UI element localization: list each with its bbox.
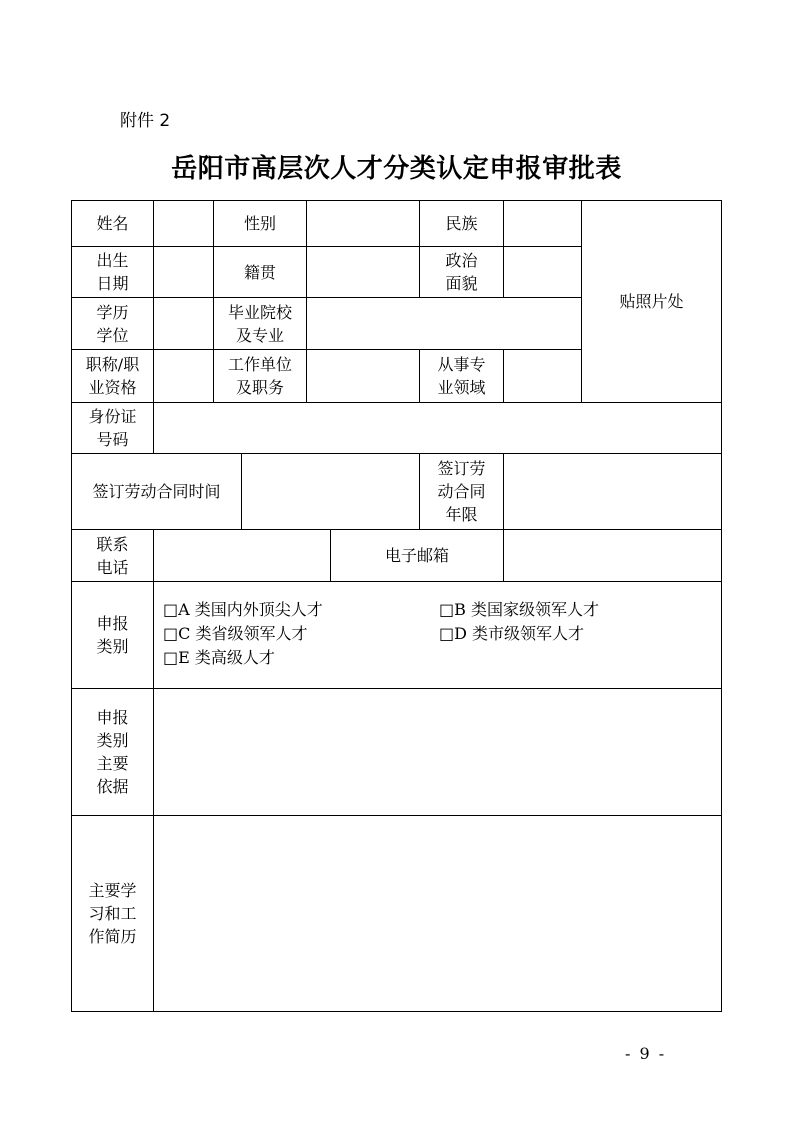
category-basis-field[interactable] — [153, 688, 722, 816]
school-major-field[interactable] — [306, 297, 582, 350]
id-number-field[interactable] — [153, 402, 722, 454]
professional-title-field[interactable] — [153, 349, 214, 403]
category-option-b[interactable]: □B 类国家级领军人才 — [439, 600, 599, 619]
resume-label: 主要学 习和工 作简历 — [71, 815, 154, 1012]
political-status-field[interactable] — [503, 246, 582, 298]
school-major-label: 毕业院校 及专业 — [213, 297, 307, 350]
page-number: - 9 - — [625, 1044, 667, 1063]
attachment-label: 附件 2 — [120, 111, 171, 131]
resume-field[interactable] — [153, 815, 722, 1012]
contract-term-field[interactable] — [503, 453, 722, 530]
education-field[interactable] — [153, 297, 214, 350]
birth-date-field[interactable] — [153, 246, 214, 298]
contract-time-field[interactable] — [241, 453, 420, 530]
phone-field[interactable] — [153, 529, 331, 582]
page-title: 岳阳市高层次人才分类认定申报审批表 — [171, 154, 622, 184]
gender-label: 性别 — [213, 200, 307, 247]
employer-position-label: 工作单位 及职务 — [213, 349, 307, 403]
photo-area[interactable]: 贴照片处 — [581, 200, 722, 403]
name-field[interactable] — [153, 200, 214, 247]
professional-field-field[interactable] — [503, 349, 582, 403]
category-option-d[interactable]: □D 类市级领军人才 — [439, 624, 585, 643]
category-option-a[interactable]: □A 类国内外顶尖人才 — [163, 600, 323, 619]
name-label: 姓名 — [71, 200, 154, 247]
category-label: 申报 类别 — [71, 581, 154, 689]
id-number-label: 身份证 号码 — [71, 402, 154, 454]
native-place-label: 籍贯 — [213, 246, 307, 298]
gender-field[interactable] — [306, 200, 420, 247]
birth-date-label: 出生 日期 — [71, 246, 154, 298]
employer-position-field[interactable] — [306, 349, 420, 403]
professional-field-label: 从事专 业领域 — [419, 349, 504, 403]
ethnicity-label: 民族 — [419, 200, 504, 247]
contract-time-label: 签订劳动合同时间 — [71, 453, 242, 530]
category-basis-label: 申报 类别 主要 依据 — [71, 688, 154, 816]
category-option-e[interactable]: □E 类高级人才 — [163, 648, 275, 667]
education-label: 学历 学位 — [71, 297, 154, 350]
category-options — [153, 581, 722, 689]
native-place-field[interactable] — [306, 246, 420, 298]
phone-label: 联系 电话 — [71, 529, 154, 582]
professional-title-label: 职称/职 业资格 — [71, 349, 154, 403]
ethnicity-field[interactable] — [503, 200, 582, 247]
email-field[interactable] — [503, 529, 722, 582]
category-option-c[interactable]: □C 类省级领军人才 — [163, 624, 308, 643]
contract-term-label: 签订劳 动合同 年限 — [419, 453, 504, 530]
email-label: 电子邮箱 — [330, 529, 504, 582]
political-status-label: 政治 面貌 — [419, 246, 504, 298]
